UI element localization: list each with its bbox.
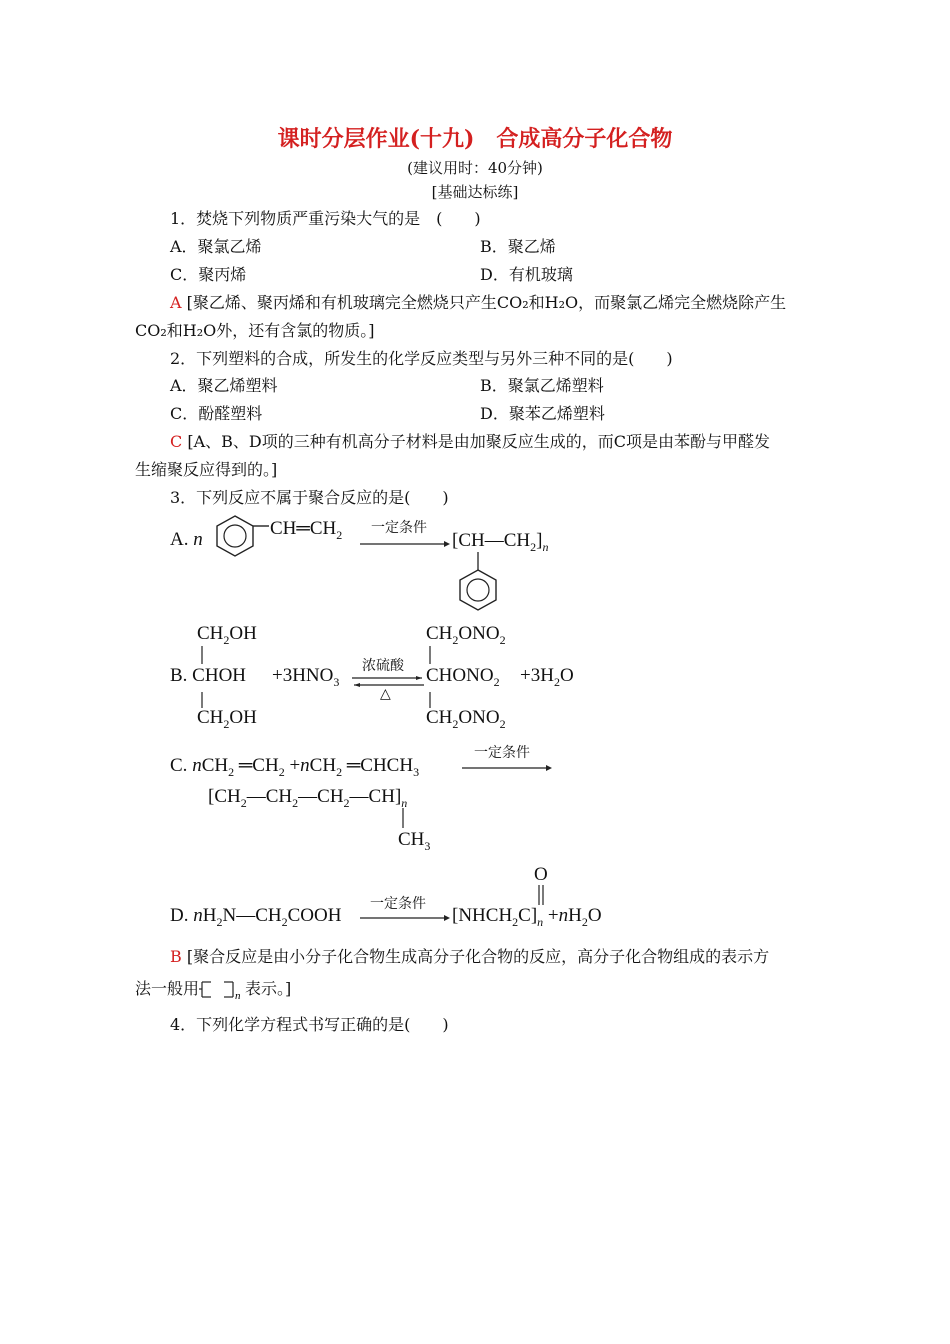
q2-option-a: A．聚乙烯塑料 xyxy=(170,376,278,395)
carbonyl-double-bond xyxy=(536,885,546,907)
nitroglycerin-middle: $CHONO_2$ xyxy=(426,665,500,689)
q1-explanation-line2: CO₂和H₂O外，还有含氯的物质。] xyxy=(135,321,375,340)
section-heading: [基础达标练] xyxy=(431,183,519,201)
q1-option-b: B．聚乙烯 xyxy=(480,237,556,256)
glycerol-ch2oh-top: $CH_2OH$ xyxy=(197,623,257,647)
q3-option-c-reactants: C. nCH$_2$ $═CH_2 +nCH_2$ $═CHCH_3$ xyxy=(170,755,420,779)
q3-explanation-line2 xyxy=(135,976,291,1000)
q2-explanation-line1 xyxy=(170,429,770,452)
q1-answer: A xyxy=(170,293,182,312)
reaction-arrow-d xyxy=(360,914,450,924)
q2-option-c: C．酚醛塑料 xyxy=(170,404,263,423)
q3-option-d-reactant: D. $nH_2N—CH_2COOH$ xyxy=(170,905,342,929)
q3-explanation-text3: 表示。] xyxy=(245,979,292,998)
glycerol-ch2oh-bottom: $CH_2OH$ xyxy=(197,707,257,731)
q1-option-d: D．有机玻璃 xyxy=(480,265,573,284)
water-product-b: $+3H_2O$ xyxy=(520,665,574,689)
nitroglycerin-bottom: $CH_2ONO_2$ xyxy=(426,707,506,731)
q3-option-b-glycerol: B. CHOH xyxy=(170,665,247,686)
condition-label-c: 一定条件 xyxy=(474,745,530,761)
polystyrene-formula: $[CH—CH_2]_n$ xyxy=(452,530,549,554)
benzene-ring-icon xyxy=(205,512,275,562)
reaction-arrow-a xyxy=(360,540,450,550)
q1-stem: 1．焚烧下列物质严重污染大气的是 ( ) xyxy=(170,209,481,228)
condition-label-b: 浓硫酸 xyxy=(362,658,404,674)
q1-option-a: A．聚氯乙烯 xyxy=(170,237,262,256)
q3-stem: 3．下列反应不属于聚合反应的是( ) xyxy=(170,488,449,507)
copolymer-chain: $[CH_2—CH_2—CH_2—CH]_n$ xyxy=(208,786,408,810)
polymer-bracket-icon xyxy=(199,980,245,1000)
q1-explanation-line1 xyxy=(170,290,786,313)
nitroglycerin-bonds xyxy=(428,646,432,714)
copolymer-methyl: $CH_3$ xyxy=(398,829,431,853)
q1-option-c: C．聚丙烯 xyxy=(170,265,247,284)
suggested-time: (建议用时：40分钟) xyxy=(407,159,543,177)
polystyrene-benzene-icon xyxy=(450,550,510,620)
q2-option-b: B．聚氯乙烯塑料 xyxy=(480,376,604,395)
q2-explanation-text: [A、B、D项的三种有机高分子材料是由加聚反应生成的，而C项是由苯酚与甲醛发 xyxy=(187,432,770,451)
copolymer-methyl-bond xyxy=(400,808,406,830)
condition-label-a: 一定条件 xyxy=(371,520,427,536)
q3-explanation-text: [聚合反应是由小分子化合物生成高分子化合物的反应，高分子化合物组成的表示方 xyxy=(186,947,770,966)
carbonyl-oxygen: O xyxy=(534,864,548,885)
reaction-arrow-c xyxy=(462,764,552,774)
nitroglycerin-top: $CH_2ONO_2$ xyxy=(426,623,506,647)
q1-explanation-text: [聚乙烯、聚丙烯和有机玻璃完全燃烧只产生CO₂和H₂O，而聚氯乙烯完全燃烧除产生 xyxy=(186,293,787,312)
q2-stem: 2．下列塑料的合成，所发生的化学反应类型与另外三种不同的是( ) xyxy=(170,349,673,368)
q3-option-a-label: A. n xyxy=(170,529,203,550)
q2-answer: C xyxy=(170,432,183,451)
q2-option-d: D．聚苯乙烯塑料 xyxy=(480,404,605,423)
condition-label-d: 一定条件 xyxy=(370,896,426,912)
q2-explanation-line2: 生缩聚反应得到的。] xyxy=(135,460,278,479)
styrene-vinyl: $CH═CH_2$ xyxy=(270,518,343,542)
q4-stem: 4．下列化学方程式书写正确的是( ) xyxy=(170,1015,449,1034)
polyglycine-product: $[NHCH_2C]_n +nH_2O$ xyxy=(452,905,602,929)
nitric-acid: $+3HNO_3$ xyxy=(272,665,340,689)
q3-explanation-text2: 法一般用 xyxy=(135,979,200,998)
page-title: 课时分层作业(十九) 合成高分子化合物 xyxy=(277,126,673,152)
q3-answer: B xyxy=(170,947,182,966)
svg-text:n: n xyxy=(235,989,241,1002)
heat-label-b: △ xyxy=(380,686,391,702)
q3-explanation-line1 xyxy=(170,944,769,967)
glycerol-bonds xyxy=(200,646,204,714)
